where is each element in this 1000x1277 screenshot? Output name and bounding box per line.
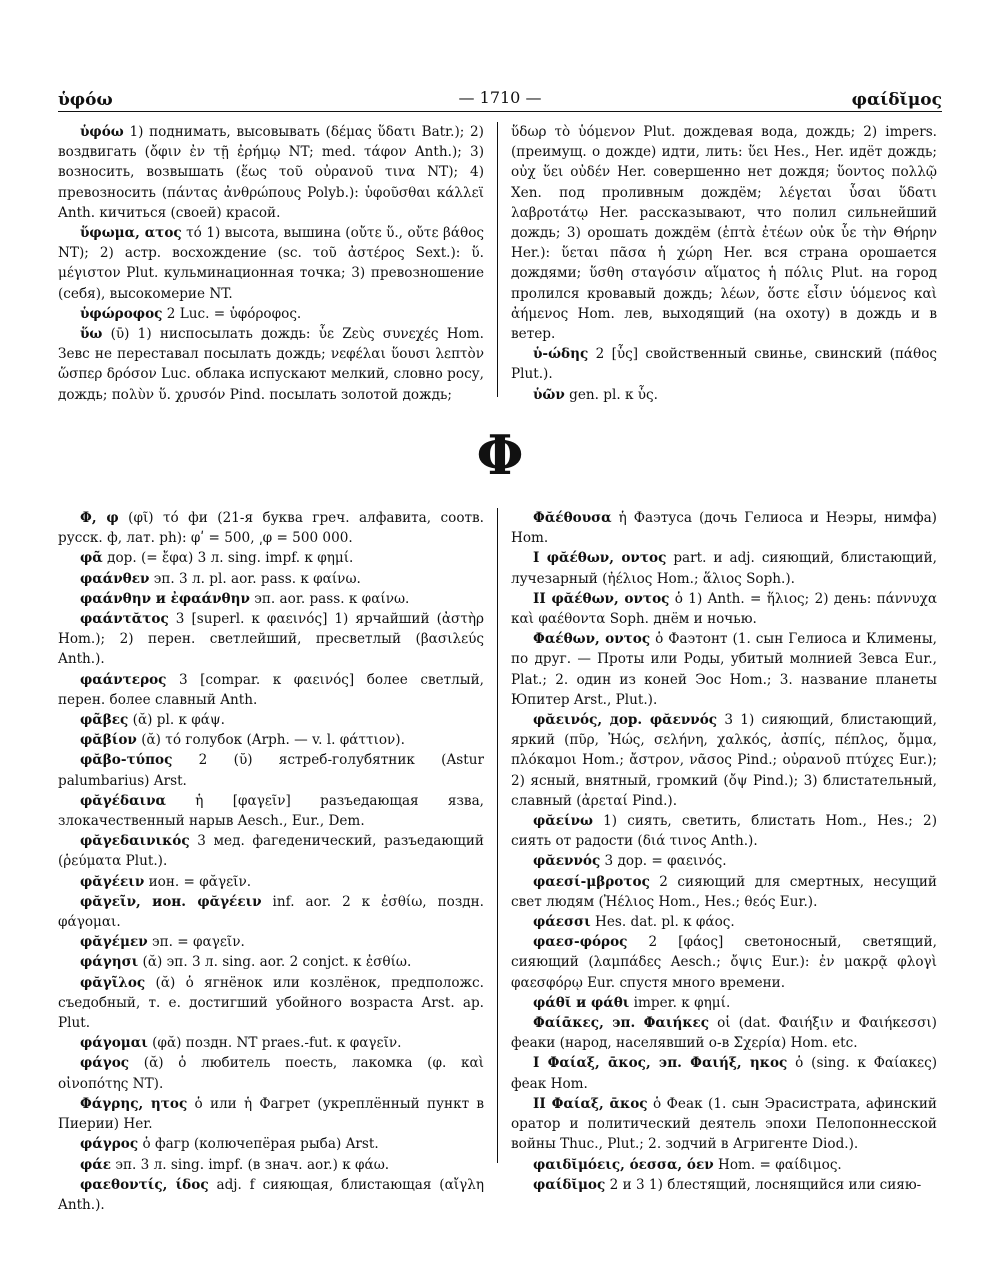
entry-headword: φᾰβο-τύπος [80,752,173,769]
dictionary-entry [511,1013,937,1053]
entry-headword: φᾰεννός [533,853,601,870]
dictionary-entry [511,851,937,871]
dictionary-entry [58,223,484,304]
dictionary-entry [511,385,937,405]
entry-definition: ион. = φᾰγεῖν. [144,873,252,890]
entry-definition: (ᾰ) ὁ ягнёнок или козлёнок, предположс. съедобный, т. е. достигший убойного возраста Arst. ap. Plut. [58,974,484,1032]
entry-headword: ὑφόω [80,124,124,140]
top-right-column [498,122,937,403]
entry-definition: inf. aor. 2 к ἐσθίω, поздн. φάγομαι. [58,893,484,931]
dictionary-entry [58,1134,484,1154]
dictionary-entry [58,1094,484,1134]
entry-headword: φᾰγεδαινικός [80,833,190,850]
dictionary-entry [58,324,484,405]
dictionary-entry [511,1053,937,1093]
entry-headword: φάεσσι [533,914,591,931]
dictionary-entry [511,548,937,588]
section-letter: Φ [476,423,524,487]
dictionary-entry [58,892,484,932]
entry-definition: ἡ Фаэтуса (дочь Гелиоса и Неэры, нимфа) Hom. [511,510,937,547]
entry-headword: II Φαίαξ, ᾱκος [533,1095,648,1112]
entry-headword: φαιδῐμόεις, όεσσα, όεν [533,1156,714,1173]
entry-headword: φαάντᾰτος [80,611,169,628]
top-columns [58,122,942,403]
dictionary-entry [58,831,484,871]
bottom-columns [58,508,942,1213]
entry-headword: φαάνθην и ἐφαάνθην [80,590,250,607]
entry-definition: 3 1) сияющий, блистающий, яркий (πῦρ, Ἠώς, σελήνη, χαλκός, ἀσπίς, πέπλος, ὄμμα, πλόκαμοι Hom.; ἄστρον, νᾶσος Pind.; οὐρανοῦ πτύχες Eur.); 2) ясный, внятный, громкий (ὄψ Pind.); 3) блистательный, славный (ἀρεταί Pind.). [511,712,937,809]
entry-headword: φάε [80,1156,112,1173]
entry-definition: (ῡ) 1) ниспосылать дождь: ὗε Ζεὺς συνεχές Hom. Зевс не переставал посылать дождь; νεφέλαι ὕουσι λεπτὸν ὥσπερ δρόσον Luc. облака испускают мелкий, словно росу, дождь; πολὺν ὕ. χρυσόν Pind. посылать золотой дождь; [58,326,484,403]
entry-headword: ὑῶν [533,386,565,403]
entry-definition: τό 1) высота, вышина (οὔτε ὕ., οὔτε βάθος NT); 2) астр. восхождение (sc. τοῦ ἀστέρος Sext.): ὕ. μέγιστον Plut. кульминационная точка; 3) превозношение (себя), высокомерие NT. [58,225,484,302]
entry-definition: part. и adj. сияющий, блистающий, лучезарный (ἠέλιος Hom.; ἅλιος Soph.). [511,550,937,587]
entry-headword: φᾰεινός, дор. φᾰεννός [533,712,718,729]
header-right-guideword: φαίδῐμος [851,90,942,110]
dictionary-entry [511,1155,937,1175]
entry-definition: 2 Luc. = ὑφόροφος. [162,305,302,322]
dictionary-entry [58,872,484,892]
entry-definition: (ᾰ) ὁ любитель поесть, лакомка (φ. καὶ οἰνοπότης NT). [58,1055,484,1092]
entry-definition: ὕδωρ τὸ ὑόμενον Plut. дождевая вода, дождь; 2) impers. (преимущ. о дожде) идти, лить: ὕει Hes., Her. идёт дождь; οὐχ ὕει οὐδέν Her. совершенно нет дождя; ὕοντος πολλῷ Xen. под проливным дождём; λέγεται ὗσαι ὕδατι λαβροτάτῳ Her. рассказывают, что полил сильнейший дождь; 3) орошать дождём (ἑπτὰ ἐτέων οὐκ ὗε τὴν Θήρην Her.): ὕεται πᾶσα ἡ χώρη Her. вся страна орошается дождями; ὕσθη σταγόσιν αἵματος ἡ πόλις Plut. на город пролился кровавый дождь; λέων, ὅστε εἶσιν ὑόμενος καὶ ἀήμενος Hom. лев, выходящий (на охоту) в дождь и в ветер. [511,124,937,343]
entry-definition: 2 и 3 1) блестящий, лоснящийся или сияю- [605,1176,922,1193]
dictionary-entry [58,1175,484,1215]
dictionary-entry [511,993,937,1013]
entry-definition: 1) сиять, светить, блистать Hom., Hes.; 2) сиять от радости (διά τινος Anth.). [511,813,937,850]
entry-headword: φᾶβες [80,712,129,729]
entry-definition: ὁ фагр (колючепёрая рыба) Arst. [138,1136,379,1153]
dictionary-entry [511,629,937,710]
entry-headword: φαάντερος [80,671,167,688]
entry-definition: adj. f сияющая, блистающая (αἴγλη Anth.). [58,1176,484,1213]
entry-headword: φαεσ-φόρος [533,934,628,951]
entry-headword: ὕφωμα, ατος [80,225,182,242]
entry-definition: ὁ Феак (1. сын Эрасистрата, афинский оратор и политический деятель эпохи Пелопоннесской войны Thuc., Plut.; 2. зодчий в Агригенте Diod.). [511,1095,937,1153]
dictionary-entry [58,973,484,1034]
dictionary-entry [58,304,484,324]
entry-definition: gen. pl. к ὗς. [564,386,658,403]
dictionary-entry [58,791,484,831]
header-rule [58,111,942,112]
dictionary-entry [58,1155,484,1175]
entry-definition: (ᾰ) τό голубок (Arph. — v. l. φάττιον). [136,732,405,749]
entry-headword: ὕω [80,326,103,343]
entry-headword: φάγησι [80,954,139,971]
entry-definition: 1) поднимать, высовывать (δέμας ὕδατι Batr.); 2) воздвигать (ὄφιν ἐν τῇ ἐρήμῳ NT; med. τάφον Anth.); 3) возносить, возвышать (ἕως τοῦ οὐρανοῦ τινα NT); 4) превозносить (πάντας ἀνθρώπους Polyb.): ὑφοῦσθαι κάλλεϊ Anth. кичиться (своей) красой. [58,124,484,221]
entry-headword: φᾰείνω [533,813,593,830]
entry-headword: I Φαίαξ, ᾱκος, эп. Φαιήξ, ηκος [533,1055,788,1072]
dictionary-entry [511,710,937,811]
bottom-right-column [498,508,938,1193]
dictionary-entry [58,952,484,972]
entry-definition: ὁ Фаэтонт (1. сын Гелиоса и Климены, по друг. — Проты или Роды, убитый молнией Зевса Eur., Plat.; 2. один из коней Эос Hom.; 3. название планеты Юпитер Arst., Plut.). [511,631,937,708]
running-header [58,84,942,110]
dictionary-entry [58,508,484,548]
entry-headword: ὑ-ώδης [533,346,589,363]
dictionary-entry [58,609,484,670]
entry-headword: φαίδῐμος [533,1176,606,1193]
dictionary-entry [511,932,937,993]
dictionary-entry [58,730,484,750]
dictionary-entry [511,1175,937,1195]
entry-headword: φάγος [80,1055,130,1072]
entry-headword: φᾶ [80,550,103,567]
entry-definition: эп. aor. pass. к φαίνω. [249,590,410,607]
entry-definition: 2 сияющий для смертных, несущий свет людям (Ἠέλιος Hom., Hes.; θεός Eur.). [511,873,937,910]
entry-headword: φάγομαι [80,1035,148,1052]
entry-headword: φαάνθεν [80,570,150,587]
entry-headword: Φάγρης, ητος [80,1095,188,1112]
entry-definition: 3 мед. фагеденический, разъедающий (ῥεύματα Plut.). [58,833,484,870]
entry-definition: ὁ (sing. к Φαίακες) феак Hom. [511,1055,938,1092]
dictionary-entry [58,548,484,568]
entry-headword: Φ, φ [80,510,119,526]
dictionary-entry [58,1053,484,1093]
dictionary-entry [58,710,484,730]
entry-headword: φᾰγέειν [80,873,145,890]
page-number: — 1710 — [458,88,542,107]
entry-definition: эп. 3 л. sing. impf. (в знач. aor.) к φάω. [111,1156,390,1173]
entry-headword: φᾰγέμεν [80,934,148,951]
entry-definition: Hes. dat. pl. к φάος. [590,914,735,931]
entry-definition: (φῖ) τό фи (21-я буква греч. алфавита, соотв. русск. ф, лат. ph): φʹ = 500, ͵φ = 500 000. [58,510,484,547]
dictionary-entry [511,344,937,384]
dictionary-entry [511,1094,937,1155]
dictionary-entry [511,811,937,851]
entry-headword: φᾰγῖλος [80,974,146,991]
entry-definition: (ᾰ) эп. 3 л. sing. aor. 2 conjct. к ἐσθίω. [138,954,412,971]
dictionary-entry [511,912,937,932]
entry-definition: дор. (= ἔφα) 3 л. sing. impf. к φημί. [102,550,354,567]
bottom-left-column [58,508,497,1213]
dictionary-entry [58,569,484,589]
dictionary-entry [58,1033,484,1053]
entry-headword: ὑφώροφος [80,305,163,322]
dictionary-entry [511,508,937,548]
entry-definition: imper. к φημί. [629,994,731,1011]
entry-definition: οἱ (dat. Φαιήξιν и Φαιήκεσσι) феаки (народ, населявший о-в Σχερία) Hom. etc. [511,1015,937,1052]
dictionary-entry [511,589,937,629]
entry-headword: φάγρος [80,1136,139,1153]
entry-headword: φᾰγέδαινα [80,792,166,809]
dictionary-entry [58,670,484,710]
entry-definition: ὁ 1) Anth. = ἥλιος; 2) день: πάννυχα καὶ φαέθοντα Soph. днём и ночью. [511,590,937,628]
entry-headword: φᾰβίον [80,732,137,749]
entry-headword: Φαέθων, οντος [533,631,651,648]
entry-definition: эп. 3 л. pl. aor. pass. к φαίνω. [149,570,361,587]
dictionary-entry [58,589,484,609]
entry-definition: ὁ или ἡ Фагрет (укреплённый пункт в Пиерии) Her. [58,1095,484,1133]
entry-headword: I φᾰέθων, οντος [533,550,667,567]
entry-definition: Hom. = φαίδιμος. [713,1156,842,1173]
entry-definition: (φᾰ) поздн. NT praes.-fut. к φαγεῖν. [147,1035,402,1052]
entry-definition: (ᾰ) pl. к φάψ. [128,712,225,729]
header-left-guideword: ὑφόω [58,90,113,110]
dictionary-entry [58,122,484,223]
entry-definition: эп. = φαγεῖν. [147,934,245,951]
entry-headword: φάθῐ и φάθι [533,994,630,1011]
entry-definition: ἡ [φαγεῖν] разъедающая язва, злокачественный нарыв Aesch., Eur., Dem. [58,792,484,830]
entry-definition: 3 [compar. к φαεινός] более светлый, перен. более славный Anth. [58,671,484,708]
entry-headword: II φᾰέθων, οντος [533,590,670,607]
entry-headword: φᾰγεῖν, ион. φᾰγέειν [80,893,262,910]
entry-headword: φαεθοντίς, ίδος [80,1176,209,1193]
entry-headword: Φᾰέθουσα [533,510,612,526]
entry-definition: 3 [superl. к φαεινός] 1) ярчайший (ἀστὴρ Hom.); 2) перен. светлейший, пресветлый (βασιλεύς Anth.). [58,611,484,668]
dictionary-entry [58,932,484,952]
dictionary-entry [511,872,937,912]
top-left-column [58,122,497,403]
dictionary-entry [511,122,937,344]
entry-definition: 2 (ῠ) ястреб-голубятник (Astur palumbarius) Arst. [58,752,484,789]
entry-definition: 2 [φάος] светоносный, светящий, сияющий (λαμπάδες Aesch.; ὄψις Eur.): ἐν μακρᾷ φλογὶ φαεσφόρῳ Eur. спустя много времени. [511,934,937,991]
entry-definition: 2 [ὗς] свойственный свинье, свинский (πάθος Plut.). [511,346,937,383]
entry-headword: Φαίᾱκες, эп. Φαιήκες [533,1015,710,1032]
entry-definition: 3 дор. = φαεινός. [600,853,727,870]
dictionary-entry [58,750,484,790]
entry-headword: φαεσί-μβροτος [533,873,650,890]
